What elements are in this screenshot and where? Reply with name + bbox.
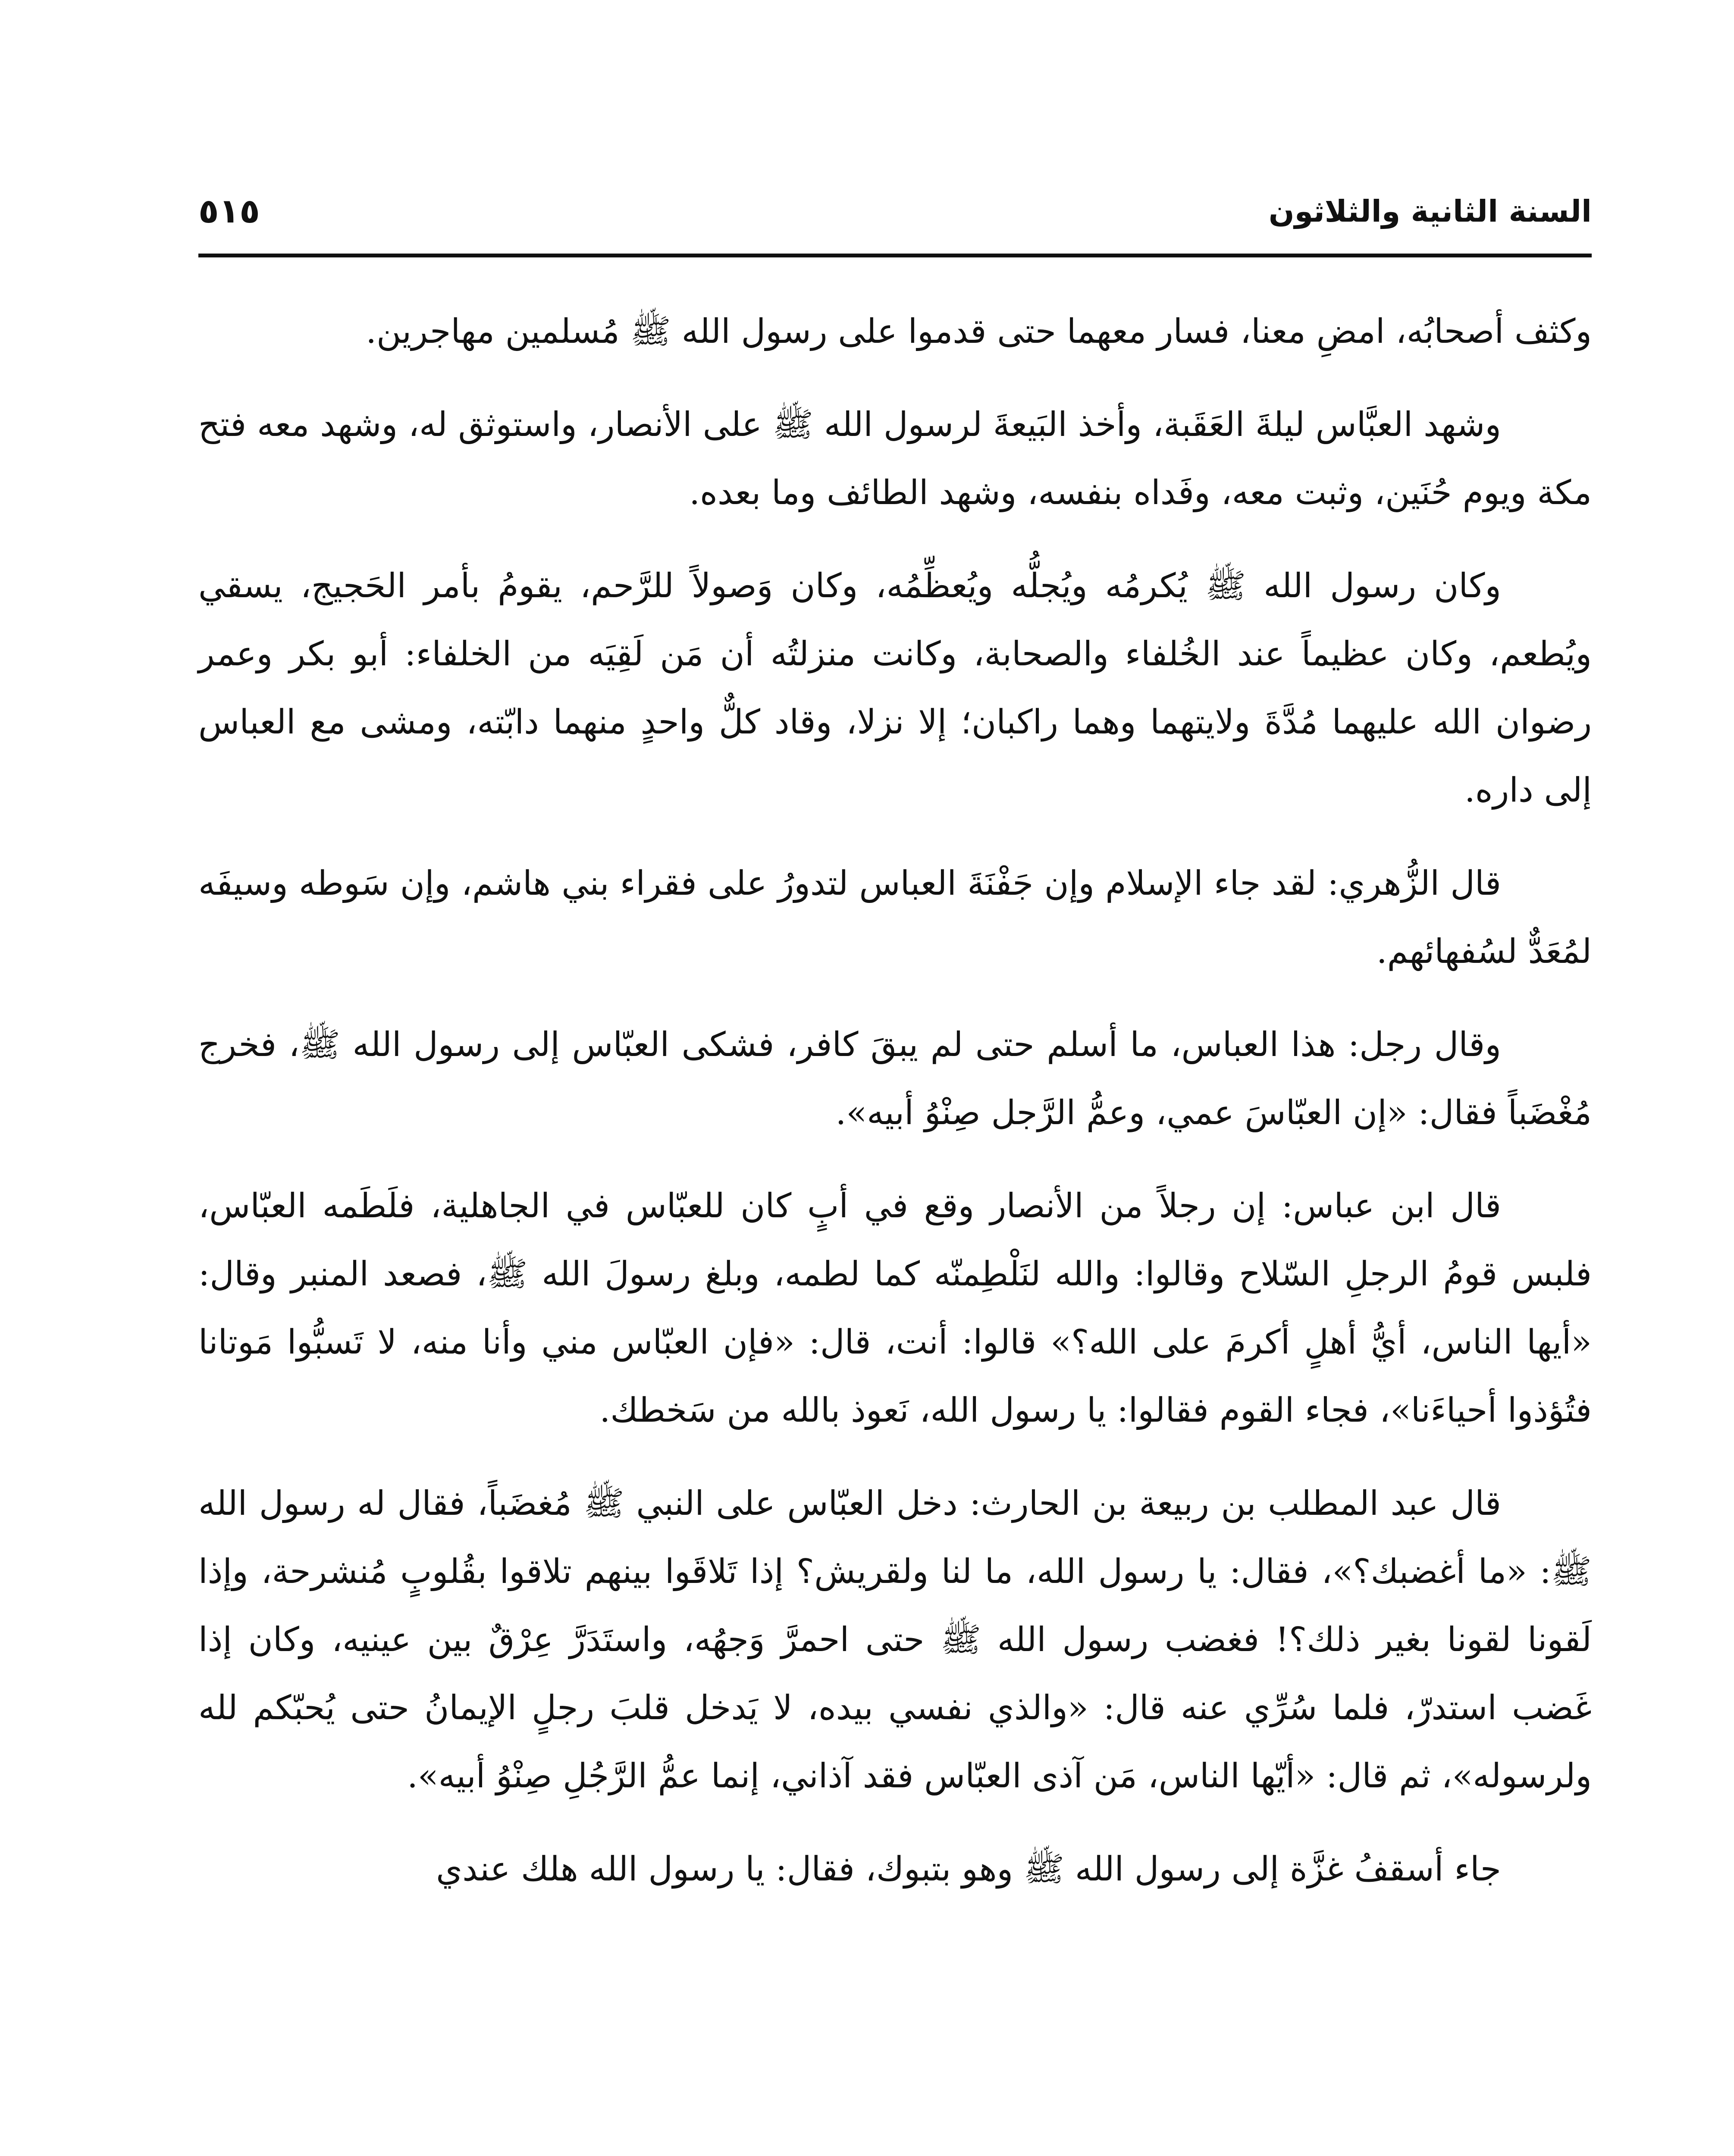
running-title: السنة الثانية والثلاثون [1268, 194, 1592, 229]
page-number: ٥١٥ [198, 192, 260, 231]
paragraph: وشهد العبَّاس ليلةَ العَقَبة، وأخذ البَيعةَ لرسول الله ﷺ على الأنصار، واستوثق له، وشهد معه فتح مكة ويوم حُنَين، وثبت معه، وفَداه بنفسه، وشهد الطائف وما بعده. [198, 405, 1592, 512]
header-rule [198, 254, 1592, 257]
paragraph: جاء أسقفُ غزَّة إلى رسول الله ﷺ وهو بتبوك، فقال: يا رسول الله هلك عندي [436, 1850, 1501, 1889]
page-header [198, 181, 1592, 246]
paragraph: وكان رسول الله ﷺ يُكرمُه ويُجلُّه ويُعظِّمُه، وكان وَصولاً للرَّحم، يقومُ بأمر الحَجيج، يسقي ويُطعم، وكان عظيماً عند الخُلفاء والصحابة، وكانت منزلتُه أن مَن لَقِيَه من الخلفاء: أبو بكر وعمر رضوان الله عليهما مُدَّةَ ولايتهما وهما راكبان؛ إلا نزلا، وقاد كلٌّ واحدٍ منهما دابّته، ومشى مع العباس إلى داره. [198, 567, 1592, 810]
paragraph: قال الزُّهري: لقد جاء الإسلام وإن جَفْنَةَ العباس لتدورُ على فقراء بني هاشم، وإن سَوطه وسيفَه لمُعَدٌّ لسُفهائهم. [198, 864, 1592, 971]
paragraph: قال ابن عباس: إن رجلاً من الأنصار وقع في أبٍ كان للعبّاس في الجاهلية، فلَطَمه العبّاس، فلبس قومُ الرجلِ السّلاح وقالوا: والله لنَلْطِمنّه كما لطمه، وبلغ رسولَ الله ﷺ، فصعد المنبر وقال: «أيها الناس، أيُّ أهلٍ أكرمَ على الله؟» قالوا: أنت، قال: «فإن العبّاس مني وأنا منه، لا تَسبُّوا مَوتانا فتُؤذوا أحياءَنا»، فجاء القوم فقالوا: يا رسول الله، نَعوذ بالله من سَخطك. [198, 1187, 1592, 1430]
paragraph: وقال رجل: هذا العباس، ما أسلم حتى لم يبقَ كافر، فشكى العبّاس إلى رسول الله ﷺ، فخرج مُغْضَباً فقال: «إن العبّاسَ عمي، وعمُّ الرَّجل صِنْوُ أبيه». [198, 1025, 1592, 1132]
body-text [198, 298, 1592, 1928]
paragraph: وكثف أصحابُه، امضِ معنا، فسار معهما حتى قدموا على رسول الله ﷺ مُسلمين مهاجرين. [366, 312, 1592, 351]
paragraph: قال عبد المطلب بن ربيعة بن الحارث: دخل العبّاس على النبي ﷺ مُغضَباً، فقال له رسول الله ﷺ: «ما أغضبك؟»، فقال: يا رسول الله، ما لنا ولقريش؟ إذا تَلاقَوا بينهم تلاقوا بقُلوبٍ مُنشرحة، وإذا لَقونا لقونا بغير ذلك؟! فغضب رسول الله ﷺ حتى احمرَّ وَجهُه، واستَدَرَّ عِرْقٌ بين عينيه، وكان إذا غَضب استدرّ، فلما سُرِّي عنه قال: «والذي نفسي بيده، لا يَدخل قلبَ رجلٍ الإيمانُ حتى يُحبّكم لله ولرسوله»، ثم قال: «أيّها الناس، مَن آذى العبّاس فقد آذاني، إنما عمُّ الرَّجُلِ صِنْوُ أبيه». [198, 1484, 1592, 1796]
